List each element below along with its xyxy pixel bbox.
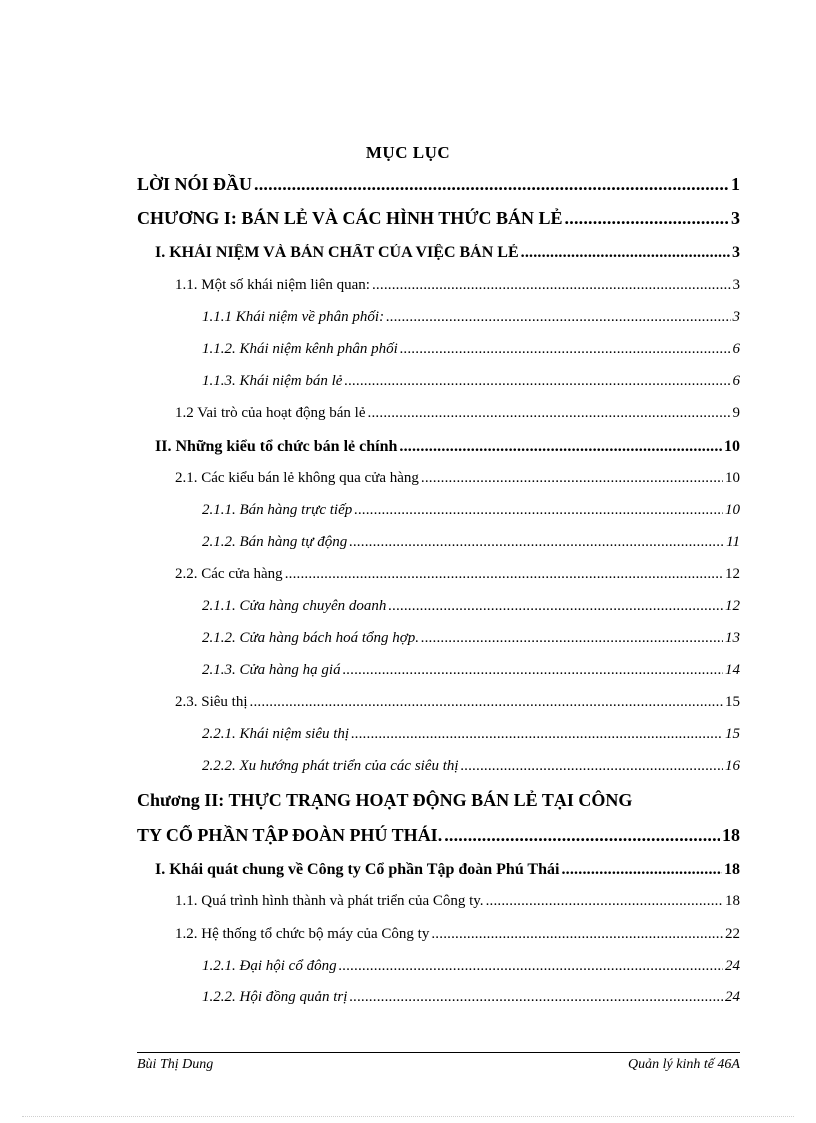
toc-entry-preface[interactable] [137,174,740,195]
toc-page-number: 6 [732,373,740,389]
toc-entry-text: 1.1. Một số khái niệm liên quan: [175,277,370,293]
toc-page-number: 22 [725,926,740,942]
toc-entry-text: 2.2.1. Khái niệm siêu thị [202,726,350,742]
toc-entry-text: 1.2.1. Đại hội cổ đông [202,958,337,974]
toc-entry-2-2-2[interactable] [202,630,740,647]
toc-entry-text: 2.1. Các kiểu bán lẻ không qua cửa hàng [175,470,419,486]
toc-entry-chapter-1[interactable] [137,208,740,229]
toc-entry-text: 2.1.2. Cửa hàng bách hoá tổng hợp. [202,630,420,646]
toc-entry-text: 2.2.2. Xu hướng phát triển của các siêu thị [202,758,459,774]
toc-page-number: 14 [725,662,740,678]
toc-entry-2-2[interactable] [175,566,740,583]
toc-entry-text: 1.1.3. Khái niệm bán lẻ [202,373,343,389]
toc-entry-text: 1.2 Vai trò của hoạt động bán lẻ [175,405,366,421]
toc-page-number: 3 [732,244,740,261]
toc-page-number: 11 [726,534,740,550]
toc-entry-text: 1.2. Hệ thống tổ chức bộ máy của Công ty [175,926,430,942]
toc-entry-1-1-2[interactable] [202,341,740,358]
toc-page-number: 3 [731,208,740,228]
toc-leader-dots [444,825,720,846]
toc-entry-2-1-2[interactable] [202,534,740,551]
toc-leader-dots [368,405,731,422]
toc-leader-dots [561,861,722,879]
toc-entry-chapter-2-line1[interactable]: Chương II: THỰC TRẠNG HOẠT ĐỘNG BÁN LẺ TẠI CÔNG [137,790,633,810]
toc-page-number: 12 [725,598,740,614]
toc-entry-2-2-3[interactable] [202,662,740,679]
toc-entry-2-1-2-2[interactable] [202,989,740,1006]
toc-entry-2-3-1[interactable] [202,726,740,743]
toc-entry-2-1-2-1[interactable] [202,958,740,975]
toc-page-number: 15 [725,726,740,742]
toc-leader-dots [349,989,723,1006]
toc-entry-text: I. KHÁI NIỆM VÀ BẢN CHẤT CỦA VIỆC BÁN LẺ [155,244,519,261]
toc-leader-dots [399,438,722,456]
toc-leader-dots [254,174,729,195]
toc-entry-1-2[interactable] [175,405,740,422]
toc-entry-text: 2.1.2. Bán hàng tự động [202,534,348,550]
page-footer [137,1057,740,1073]
toc-leader-dots [421,630,723,647]
toc-leader-dots [388,598,723,615]
toc-page-number: 13 [725,630,740,646]
toc-leader-dots [521,244,730,262]
toc-leader-dots [250,694,723,711]
toc-entry-text: 2.1.3. Cửa hàng hạ giá [202,662,341,678]
toc-entry-chapter-2-line2[interactable] [137,825,740,846]
toc-title: MỤC LỤC [365,143,451,162]
toc-leader-dots [354,502,723,519]
toc-entry-2-1-1[interactable] [202,502,740,519]
toc-entry-section-1-I[interactable] [155,244,740,262]
toc-page-number: 16 [725,758,740,774]
toc-page-number: 10 [724,438,740,455]
toc-leader-dots [285,566,723,583]
toc-page-number: 15 [725,694,740,710]
toc-entry-1-1-3[interactable] [202,373,740,390]
toc-entry-2-3-2[interactable] [202,758,740,775]
toc-entry-2-1[interactable] [175,470,740,487]
toc-page-number: 3 [732,277,740,293]
toc-leader-dots [461,758,723,775]
toc-entry-text: 1.1.2. Khái niệm kênh phân phối [202,341,398,357]
toc-leader-dots [372,277,731,294]
toc-leader-dots [421,470,723,487]
toc-leader-dots [351,726,723,743]
toc-leader-dots [400,341,731,358]
toc-page-number: 9 [732,405,740,421]
toc-entry-text: 1.2.2. Hội đồng quản trị [202,989,348,1005]
toc-page-number: 10 [725,502,740,518]
toc-page-number: 3 [732,309,740,325]
toc-page-number: 24 [725,989,740,1005]
toc-entry-text: 2.1.1. Bán hàng trực tiếp [202,502,353,518]
toc-entry-1-1[interactable] [175,277,740,294]
toc-entry-2-2-1[interactable] [202,598,740,615]
toc-leader-dots [386,309,730,326]
toc-entry-text: 2.3. Siêu thị [175,694,248,710]
page-bottom-edge [22,1116,794,1117]
toc-leader-dots [565,208,729,229]
toc-page-number: 12 [725,566,740,582]
toc-leader-dots [339,958,723,975]
toc-entry-text: 2.2. Các cửa hàng [175,566,283,582]
toc-page-number: 18 [722,825,740,845]
toc-entry-text: 1.1.1 Khái niệm về phân phối: [202,309,385,325]
toc-page-number: 1 [731,174,740,194]
toc-entry-text: LỜI NÓI ĐẦU [137,174,253,194]
toc-page-number: 6 [732,341,740,357]
toc-entry-section-2-I[interactable] [155,861,740,879]
toc-page-number: 18 [724,861,740,878]
footer-author: Bùi Thị Dung [137,1057,214,1072]
toc-entry-text: I. Khái quát chung về Công ty Cổ phần Tập đoàn Phú Thái [155,861,560,878]
toc-entry-section-1-II[interactable] [155,438,740,456]
toc-entry-text: II. Những kiểu tổ chức bán lẻ chính [155,438,398,455]
toc-page-number: 10 [725,470,740,486]
toc-page-number: 18 [725,893,740,909]
toc-entry-2-1-1-section[interactable] [175,893,740,910]
toc-entry-text: 2.1.1. Cửa hàng chuyên doanh [202,598,387,614]
toc-leader-dots [349,534,724,551]
toc-entry-text: 1.1. Quá trình hình thành và phát triển của Công ty. [175,893,484,909]
toc-entry-2-1-2-section[interactable] [175,926,740,943]
toc-leader-dots [343,662,723,679]
toc-entry-1-1-1[interactable] [202,309,740,326]
toc-leader-dots [344,373,730,390]
footer-class: Quản lý kinh tế 46A [628,1057,740,1072]
toc-entry-text: CHƯƠNG I: BÁN LẺ VÀ CÁC HÌNH THỨC BÁN LẺ [137,208,563,228]
footer-divider [137,1052,740,1053]
toc-leader-dots [431,926,723,943]
toc-entry-2-3[interactable] [175,694,740,711]
toc-leader-dots [486,893,723,910]
toc-page-number: 24 [725,958,740,974]
toc-entry-text: TY CỔ PHẦN TẬP ĐOÀN PHÚ THÁI. [137,825,443,845]
